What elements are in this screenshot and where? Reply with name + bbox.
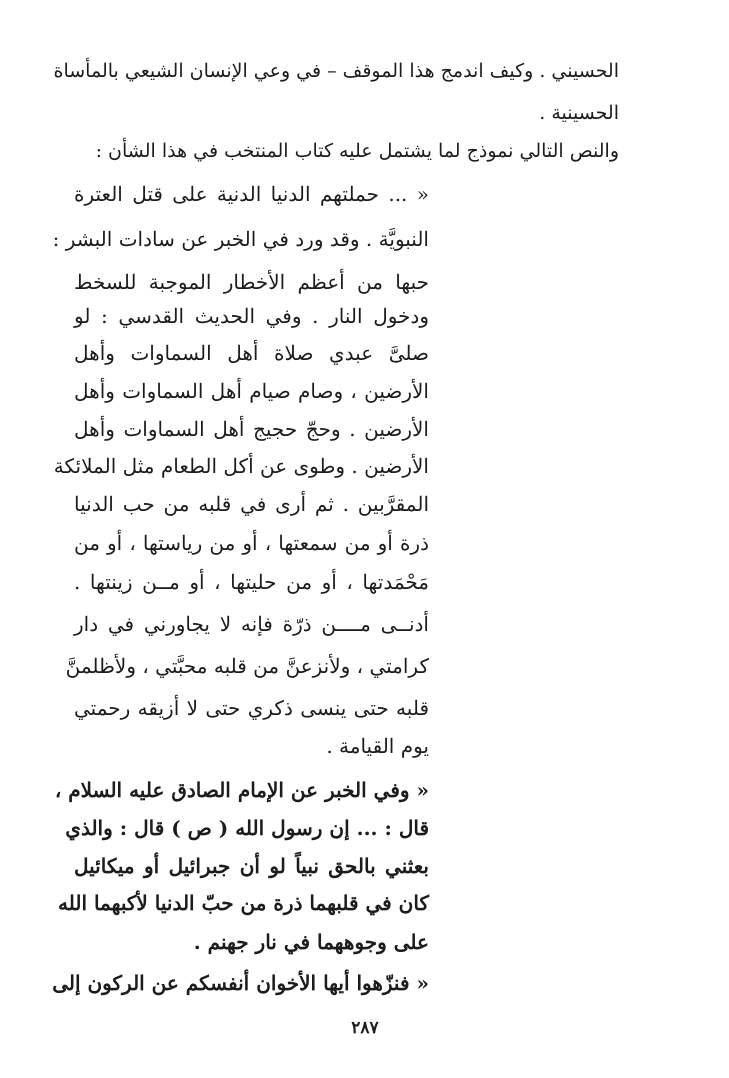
quote-line: قلبه حتى ينسى ذكري حتى لا أزيقه رحمتي (74, 696, 429, 720)
quote-line: « وفي الخبر عن الإمام الصادق عليه السلام ، (54, 778, 429, 802)
quote-line: النبويَّة . وقد ورد في الخبر عن سادات البشر : (52, 227, 429, 251)
quote-line: المقرَّبين . ثم أرى في قلبه من حب الدنيا (74, 492, 429, 516)
intro-line: الحسيني . وكيف اندمج هذا الموقف – في وعي الإنسان الشيعي بالمأساة (53, 60, 619, 82)
quote-line: قال : ... إن رسول الله ( ص ) قال : والذي (65, 816, 429, 840)
quote-line: كان في قلبهما ذرة من حبّ الدنيا لأكبهما الله (58, 891, 429, 915)
quote-line: « ... حملتهم الدنيا الدنية على قتل العترة (74, 182, 429, 206)
quote-line: صلىَّ عبدي صلاة أهل السماوات وأهل (74, 341, 429, 365)
quote-line: ودخول النار . وفي الحديث القدسي : لو (74, 304, 429, 328)
page-number: ٢٨٧ (351, 1018, 379, 1038)
intro-line: والنص التالي نموذج لما يشتمل عليه كتاب المنتخب في هذا الشأن : (95, 140, 619, 162)
quote-line: حبها من أعظم الأخطار الموجبة للسخط (74, 270, 429, 294)
quote-line: على وجوههما في نار جهنم . (193, 930, 429, 954)
quote-line: « فنزّهوا أيها الأخوان أنفسكم عن الركون إلى (52, 971, 429, 995)
quote-line: الأرضين . وطوى عن أكل الطعام مثل الملائكة (53, 454, 429, 478)
intro-line: الحسينية . (539, 102, 619, 124)
quote-line: أدنــى مــــن ذرّة فإنه لا يجاورني في دار (74, 612, 429, 636)
quote-line: كرامتي ، ولأنزعنَّ من قلبه محبَّتي ، ولأظلمنَّ (65, 654, 429, 678)
quote-line: يوم القيامة . (326, 734, 429, 758)
quote-line: مَحْمَدتها ، أو من حليتها ، أو مــن زينتها . (74, 570, 429, 594)
quote-line: الأرضين ، وصام صيام أهل السماوات وأهل (74, 379, 429, 403)
quote-line: بعثني بالحق نبياً لو أن جبرائيل أو ميكائيل (74, 854, 429, 878)
quote-line: الأرضين . وحجّ حجيج أهل السماوات وأهل (74, 417, 429, 441)
quote-line: ذرة أو من سمعتها ، أو من رياستها ، أو من (74, 531, 429, 555)
